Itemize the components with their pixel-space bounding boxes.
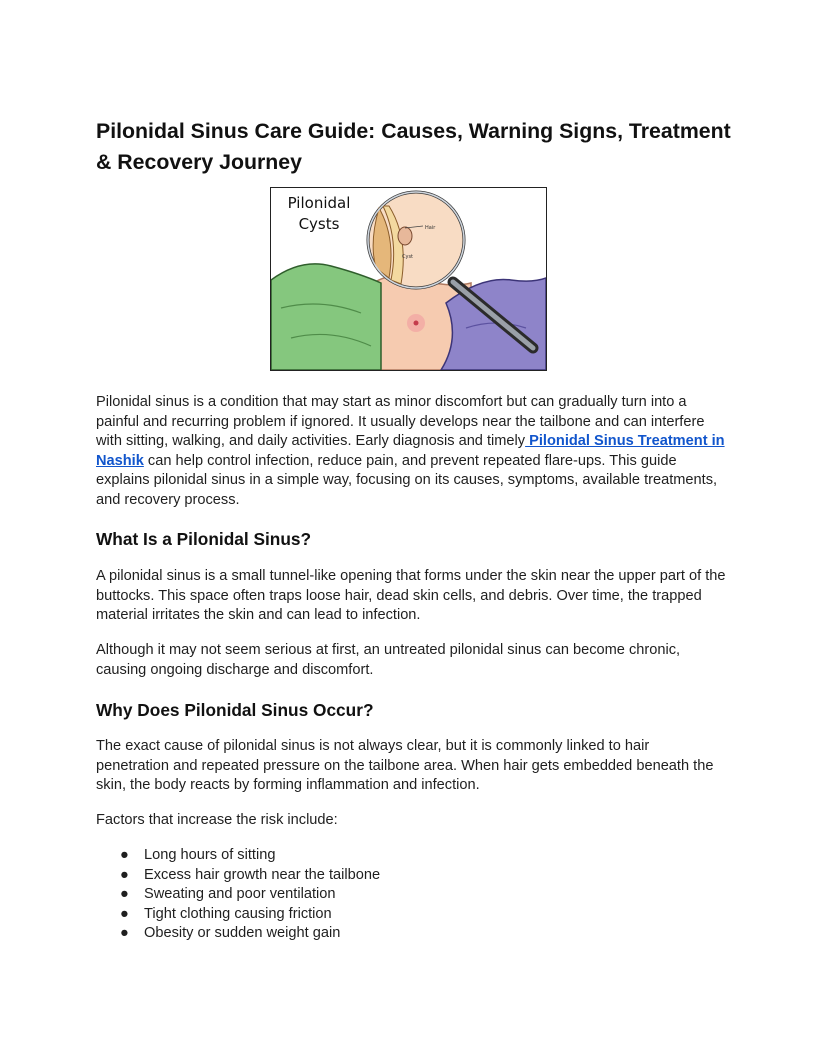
illustration-svg xyxy=(271,188,546,370)
list-item-text: Tight clothing causing friction xyxy=(144,905,332,922)
bullet-icon: ● xyxy=(120,925,129,941)
section1-paragraph-2: Although it may not seem serious at first, an untreated pilonidal sinus can become chronic, causing ongoing discharge and discomfort. xyxy=(96,642,681,678)
list-item-text: Sweating and poor ventilation xyxy=(144,886,336,902)
bullet-icon: ● xyxy=(120,886,129,902)
section2-paragraph-1: The exact cause of pilonidal sinus is not always clear, but it is commonly linked to hair penetration and repeated pressure on the tailbone area. When hair gets embedded beneath the skin, the body reacts by forming inflammation and infection. xyxy=(96,738,714,793)
intro-paragraph xyxy=(96,393,726,510)
bullet-icon: ● xyxy=(120,866,129,883)
bullet-icon: ● xyxy=(120,847,129,863)
figure-caption-line1: Pilonidal xyxy=(287,194,351,212)
section1-paragraph-1: A pilonidal sinus is a small tunnel-like opening that forms under the skin near the upper part of the buttocks. This space often traps loose hair, dead skin cells, and debris. Over time, the trapped material irritates the skin and can lead to infection. xyxy=(96,568,726,623)
page-title: Pilonidal Sinus Care Guide: Causes, Warning Signs, Treatment & Recovery Journey xyxy=(96,119,731,174)
figure-caption-line2: Cysts xyxy=(298,215,340,233)
intro-text-after: can help control infection, reduce pain, and prevent repeated flare-ups. This guide explains pilonidal sinus in a simple way, focusing on its causes, symptoms, available treatments, and recovery process. xyxy=(96,452,718,508)
list-item-text: Obesity or sudden weight gain xyxy=(144,925,341,941)
list-item xyxy=(96,866,696,886)
list-item xyxy=(96,924,696,944)
list-item-text: Long hours of sitting xyxy=(144,847,276,863)
pilonidal-cyst-illustration xyxy=(270,187,547,371)
intro-text-before: Pilonidal sinus is a condition that may start as minor discomfort but can gradually turn into a painful and recurring problem if ignored. It usually develops near the tailbone and can interfere with sitting, walking, and daily activities. Early diagnosis and timely xyxy=(96,394,705,449)
treatment-link[interactable]: Pilonidal Sinus Treatment in Nashik xyxy=(96,433,725,469)
list-item xyxy=(96,846,696,866)
figure-label-hair: Hair xyxy=(425,225,436,231)
list-item xyxy=(96,905,696,925)
section2-paragraph-2: Factors that increase the risk include: xyxy=(96,812,338,828)
section-heading-what-is: What Is a Pilonidal Sinus? xyxy=(96,529,312,549)
list-item-text: Excess hair growth near the tailbone xyxy=(144,866,381,883)
figure-label-cyst: Cyst xyxy=(402,254,414,260)
list-item xyxy=(96,885,696,905)
bullet-icon: ● xyxy=(120,905,129,922)
section-heading-why-occur: Why Does Pilonidal Sinus Occur? xyxy=(96,700,374,720)
risk-factor-list xyxy=(96,846,696,944)
